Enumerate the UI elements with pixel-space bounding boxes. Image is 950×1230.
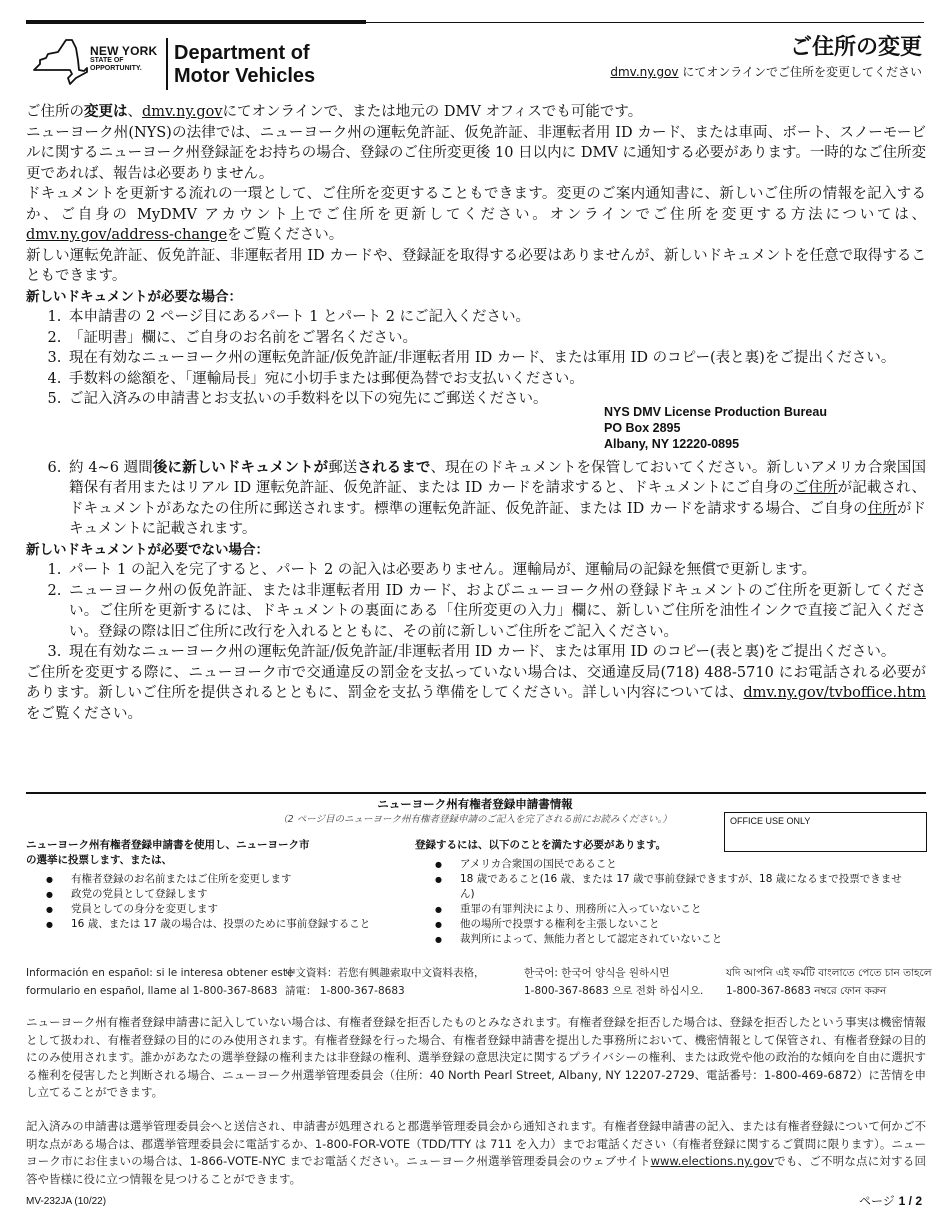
list-item: ● アメリカ合衆国の国民であること	[460, 857, 915, 872]
list-item: 6. 約 4~6 週間後に新しいドキュメントが郵送されるまで、現在のドキュメントを保管しておいてください。新しいアメリカ合衆国国籍保有者用またはリアル ID 運転免許証、仮免許証、または ID カードを請求すると、ドキュメントにご自身のご住所が記載され、ドキュメントがあなたの住所に郵送されます。標準の運転免許証、仮免許証、または ID カードを請求する場合、ご自身の住所がドキュメントに記載されます。	[66, 458, 926, 540]
need-new-list-cont	[26, 458, 926, 540]
office-use-box: OFFICE USE ONLY	[724, 812, 927, 852]
header-rule-thick	[26, 20, 366, 24]
list-item: ● 重罪の有罪判決により、刑務所に入っていないこと	[460, 902, 915, 917]
intro-paragraph-2: ニューヨーク州(NYS)の法律では、ニューヨーク州の運転免許証、仮免許証、非運転者用 ID カード、または車両、ボート、スノーモービルに関するニューヨーク州登録証をお持ちの場合、登録のご住所変更後 10 日以内に DMV に通知する必要があります。一時的なご住所変更であれば、報告は必要ありません。	[26, 124, 926, 182]
list-item: ● 党員としての身分を変更します	[71, 902, 426, 917]
list-item: 2. ニューヨーク州の仮免許証、または非運転者用 ID カード、およびニューヨーク州の登録ドキュメントのご住所を更新してください。ご住所を更新するには、ドキュメントの裏面にある「住所変更の入力」欄に、新しいご住所を油性インクで直接ご記入ください。登録の際は旧ご住所に改行を入れるとともに、その前に新しいご住所をご記入ください。	[66, 581, 926, 643]
voter-section-title: ニューヨーク州有権者登録申請書情報	[377, 797, 573, 811]
lang-korean: 한국어: 한국어 양식을 원하시면 1-800-367-8683 으로 전화 하십시오.	[524, 967, 704, 997]
page-title: ご住所の変更	[789, 35, 922, 60]
list-item: ● 政党の党員として登録します	[71, 887, 426, 902]
list-item: ● 18 歳であること(16 歳、または 17 歳で事前登録できますが、18 歳になるまで投票できません)	[460, 872, 915, 902]
dept-line-2: Motor Vehicles	[174, 65, 316, 87]
elections-link[interactable]: www.elections.ny.gov	[650, 1154, 774, 1168]
form-id: MV-232JA (10/22)	[26, 1196, 107, 1207]
voter-section-subtitle: （2 ページ目のニューヨーク州有権者登録申請のご記入を完了される前にお読みください。）	[278, 814, 672, 825]
ny-state-outline-icon	[32, 38, 88, 86]
dmv-link[interactable]: dmv.ny.gov	[142, 104, 223, 120]
list-item: ● 有権者登録のお名前またはご住所を変更します	[71, 872, 426, 887]
privacy-paragraph: ニューヨーク州有権者登録申請書に記入していない場合は、有権者登録を拒否したものとみなされます。有権者登録を拒否した場合は、登録を拒否したという事実は機密情報として扱われ、有権者登録の目的にのみ使用されます。有権者登録を行った場合、有権者登録申請書を提出した事務所において、機密情報として保管され、有権者登録の目的にのみ使用されます。誰かがあなたの選挙登録の権利または非登録の権利、選挙登録の意思決定に関するプライバシーの権利、または政党や他の政治的な傾向を自由に選択する権利を侵害したと判断される場合、ニューヨーク州選挙管理委員会（住所：40 North Pearl Street, Albany, NY 12207-2729、電話番号：1-800-469-6872）に苦情を申し立てることができます。	[26, 1015, 926, 1099]
subtitle-text: にてオンラインでご住所を変更してください	[682, 65, 922, 79]
page-number: ページ 1 / 2	[859, 1194, 922, 1208]
nys-tagline-2: OPPORTUNITY.	[90, 64, 142, 72]
department-name	[174, 42, 315, 88]
list-item: 3. 現在有効なニューヨーク州の運転免許証/仮免許証/非運転者用 ID カード、または軍用 ID のコピー(表と裏)をご提出ください。	[66, 642, 926, 663]
nys-wordmark	[90, 45, 157, 72]
section-divider	[26, 792, 926, 794]
address-change-link[interactable]: dmv.ny.gov/address-change	[26, 227, 228, 243]
list-item: 2. 「証明書」欄に、ご自身のお名前をご署名ください。	[66, 328, 926, 349]
intro-paragraph-3: ドキュメントを更新する流れの一環として、ご住所を変更することもできます。変更のご案内通知書に、新しいご住所の情報を記入するか、ご自身の MyDMV アカウント上でご住所を更新してください。オンラインでご住所を変更する方法については、dmv.ny.gov/address-changeをご覧ください。	[26, 186, 926, 243]
address-line: NYS DMV License Production Bureau	[604, 404, 827, 419]
logo-divider	[166, 38, 168, 90]
list-item: 4. 手数料の総額を、「運輸局長」宛に小切手または郵便為替でお支払いください。	[66, 369, 926, 390]
need-new-heading: 新しいドキュメントが必要な場合：	[26, 288, 242, 305]
need-new-list	[26, 307, 926, 410]
voter-left-column	[26, 838, 426, 932]
dept-line-1: Department of	[174, 42, 310, 64]
voter-right-heading: 登録するには、以下のことを満たす必要があります。	[415, 839, 667, 851]
intro-paragraph-1: ご住所の変更は、dmv.ny.govにてオンラインで、または地元の DMV オフィスでも可能です。	[26, 104, 643, 120]
list-item: 5. ご記入済みの申請書とお支払いの手数料を以下の宛先にご郵送ください。	[66, 389, 926, 410]
voter-left-list	[26, 872, 426, 932]
lang-bengali: যদি আপনি এই ফর্মটি বাংলাতে পেতে চান তাহলে 1-800-367-8683 নম্বরে ফোন করুন	[726, 967, 932, 997]
list-item: ● 他の場所で投票する権利を主張しないこと	[460, 917, 915, 932]
lang-chinese: 中文資料：若您有興趣索取中文資料表格， 請電： 1-800-367-8683	[285, 967, 485, 997]
list-item: ● 16 歳、または 17 歳の場合は、投票のために事前登録すること	[71, 917, 426, 932]
voter-right-list	[415, 857, 915, 947]
closing-paragraph: ご住所を変更する際に、ニューヨーク市で交通違反の罰金を支払っていない場合は、交通違反局(718) 488-5710 にお電話される必要があります。新しいご住所を提供されるとともに、罰金を支払う準備をしてください。詳しい内容については、dmv.ny.gov/tvboffice.htmをご覧ください。	[26, 664, 926, 722]
intro-paragraph-4: 新しい運転免許証、仮免許証、非運転者用 ID カードや、登録証を取得する必要はありませんが、新しいドキュメントを任意で取得することもできます。	[26, 247, 926, 284]
list-item: 1. パート 1 の記入を完了すると、パート 2 の記入は必要ありません。運輸局が、運輸局の記録を無償で更新します。	[66, 560, 926, 581]
subtitle-link[interactable]: dmv.ny.gov	[610, 65, 679, 79]
list-item: ● 裁判所によって、無能力者として認定されていないこと	[460, 932, 915, 947]
address-line: Albany, NY 12220-0895	[604, 436, 740, 451]
dmv-logo	[32, 36, 332, 92]
nys-name: NEW YORK	[90, 44, 158, 58]
voter-right-column	[415, 838, 915, 947]
no-new-list	[26, 560, 926, 663]
no-new-heading: 新しいドキュメントが必要でない場合：	[26, 541, 269, 558]
header-rule-thin	[366, 22, 924, 23]
tvb-office-link[interactable]: dmv.ny.gov/tvboffice.htm	[743, 685, 926, 701]
page-subtitle	[610, 63, 922, 80]
submission-paragraph: 記入済みの申請書は選挙管理委員会へと送信され、申請書が処理されると郡選挙管理委員会から通知されます。有権者登録申請書の記入、または有権者登録について何かご不明な点がある場合は、郡選挙管理委員会に電話するか、1-800-FOR-VOTE（TDD/TTY は 711 を入力）までお電話ください（有権者登録に関するご質問に限ります）。ニューヨーク市にお住まいの場合は、1-866-VOTE-NYC までお電話ください。ニューヨーク州選挙管理委員会のウェブサイトwww.elections.ny.govでも、ご不明な点に対する回答や皆様に役に立つ情報を見つけることができます。	[26, 1119, 927, 1186]
list-item: 3. 現在有効なニューヨーク州の運転免許証/仮免許証/非運転者用 ID カード、または軍用 ID のコピー(表と裏)をご提出ください。	[66, 348, 926, 369]
lang-spanish: Información en español: si le interesa obtener este formulario en español, llame al 1-800-367-8683	[26, 967, 294, 997]
nys-tagline-1: STATE OF	[90, 57, 124, 64]
list-item: 1. 本申請書の 2 ページ目にあるパート 1 とパート 2 にご記入ください。	[66, 307, 926, 328]
main-content	[26, 102, 926, 724]
address-line: PO Box 2895	[604, 420, 681, 435]
voter-left-heading: ニューヨーク州有権者登録申請書を使用し、ニューヨーク市の選挙に投票します、または、	[26, 839, 310, 866]
mailing-address	[604, 404, 926, 452]
